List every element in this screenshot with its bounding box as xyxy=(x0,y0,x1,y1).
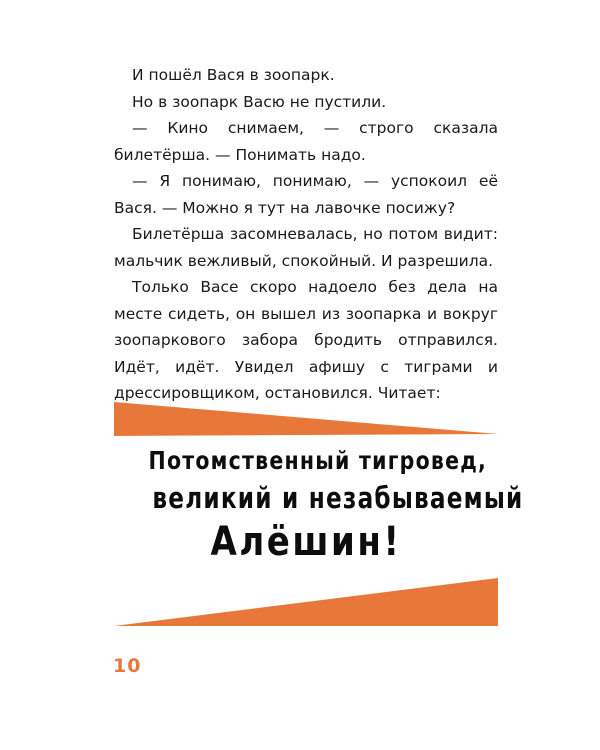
poster-bottom-stripe-shape xyxy=(114,578,498,626)
poster-top-stripe-shape xyxy=(114,402,498,436)
poster-top-stripe xyxy=(114,402,498,438)
poster-line-2: великий и незабываемый xyxy=(152,481,524,515)
story-text xyxy=(114,62,498,407)
poster-line-1: Потомственный тигровед, xyxy=(148,446,488,475)
paragraph-1: И пошёл Вася в зоопарк. xyxy=(132,66,335,84)
paragraph-5: Билетёрша засомневалась, но потом видит: мальчик вежливый, спокойный. И разрешила. xyxy=(114,225,498,270)
tiger-poster xyxy=(114,438,524,578)
paragraph-4: — Я понимаю, понимаю, — успокоил её Вася. — Можно я тут на лавочке посижу? xyxy=(114,172,498,217)
poster-line-3: Алёшин! xyxy=(210,519,402,565)
poster-bottom-stripe xyxy=(114,578,498,626)
page-number: 10 xyxy=(113,655,142,677)
paragraph-3: — Кино снимаем, — строго сказала билетёрша. — Понимать надо. xyxy=(114,119,498,164)
paragraph-6: Только Васе скоро надоело без дела на месте сидеть, он вышел из зоопарка и вокруг зоопаркового забора бродить отправился. Идёт, идёт. Увидел афишу с тиграми и дрессировщиком, остановился. Читает: xyxy=(114,278,498,402)
paragraph-2: Но в зоопарк Васю не пустили. xyxy=(132,92,387,111)
